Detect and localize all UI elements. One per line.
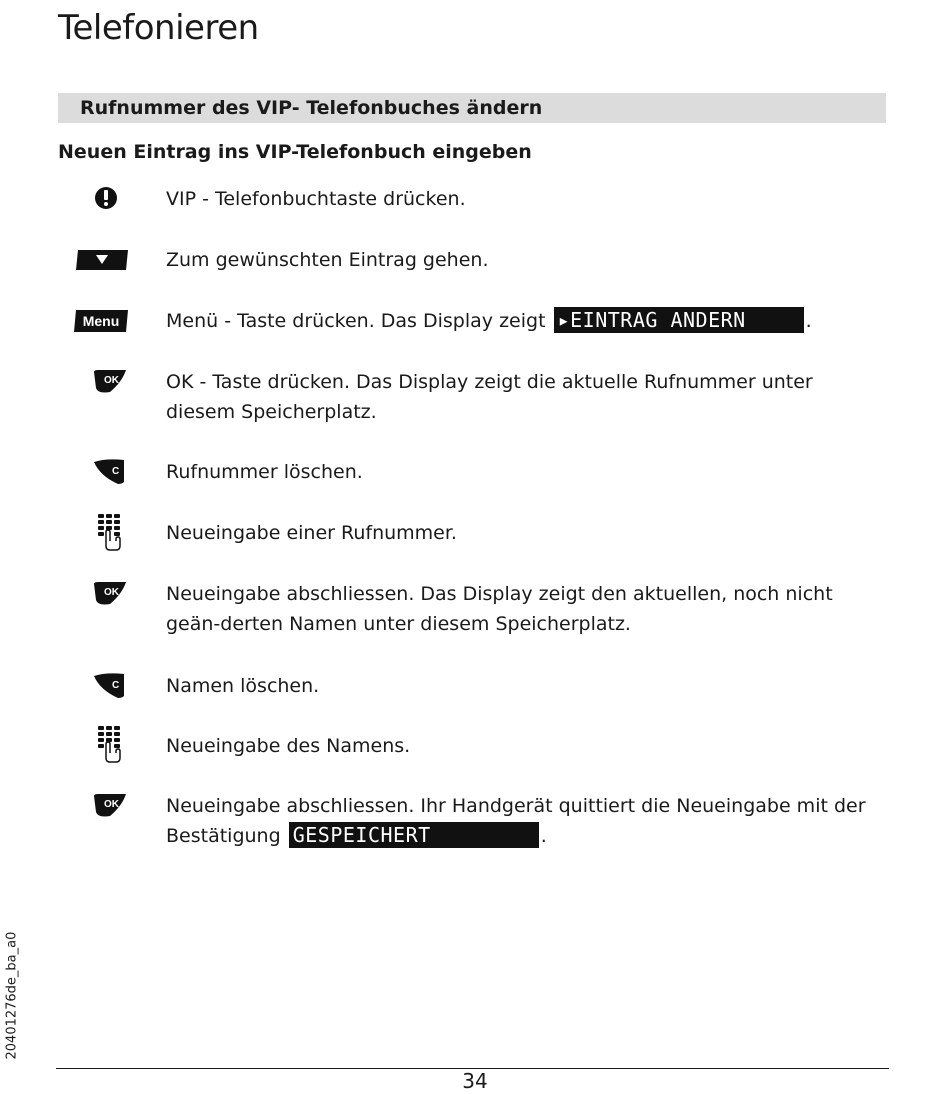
step-10-text: Neueingabe abschliessen. Ihr Handgerät quittiert die Neueingabe mit der Bestätigung bbox=[166, 795, 866, 847]
document-code: 20401276de_ba_a0 bbox=[4, 931, 20, 1060]
step-10-period: . bbox=[540, 825, 547, 847]
step-3 bbox=[166, 306, 871, 336]
ok-key-icon bbox=[92, 792, 128, 820]
svg-text:OK: OK bbox=[104, 587, 119, 598]
step-3-text: Menü - Taste drücken. Das Display zeigt bbox=[166, 310, 546, 332]
svg-text:OK: OK bbox=[104, 799, 119, 810]
step-4: OK - Taste drücken. Das Display zeigt die aktuelle Rufnummer unter diesem Speicherplatz. bbox=[166, 371, 813, 423]
vip-key-icon bbox=[92, 184, 120, 212]
step-5: Rufnummer löschen. bbox=[166, 461, 363, 483]
step-8: Namen löschen. bbox=[166, 675, 320, 697]
section-header bbox=[58, 93, 886, 123]
step-3-period: . bbox=[805, 310, 812, 332]
step-9: Neueingabe des Namens. bbox=[166, 735, 411, 757]
menu-key-icon bbox=[72, 309, 130, 333]
step-10 bbox=[166, 791, 871, 851]
clear-key-icon bbox=[92, 670, 128, 700]
display-eintrag-andern: ▸EINTRAG ANDERN bbox=[554, 307, 804, 333]
subheading: Neuen Eintrag ins VIP-Telefonbuch eingeben bbox=[58, 141, 532, 163]
step-2: Zum gewünschten Eintrag gehen. bbox=[166, 249, 489, 271]
ok-key-icon bbox=[92, 368, 128, 396]
section-title: Rufnummer des VIP- Telefonbuches ändern bbox=[80, 97, 543, 119]
ok-key-icon bbox=[92, 580, 128, 608]
page-number: 34 bbox=[462, 1069, 488, 1093]
step-6: Neueingabe einer Rufnummer. bbox=[166, 522, 457, 544]
keypad-hand-icon bbox=[96, 512, 126, 552]
step-7: Neueingabe abschliessen. Das Display zeigt den aktuellen, noch nicht geän-derten Namen unter diesem Speicherplatz. bbox=[166, 583, 833, 635]
svg-text:Menu: Menu bbox=[82, 313, 120, 329]
down-arrow-key-icon bbox=[74, 249, 130, 271]
keypad-hand-icon bbox=[96, 724, 126, 764]
page-title: Telefonieren bbox=[58, 8, 259, 48]
display-gespeichert: GESPEICHERT bbox=[289, 822, 539, 848]
svg-text:OK: OK bbox=[104, 375, 119, 386]
clear-key-icon bbox=[92, 456, 128, 486]
step-1: VIP - Telefonbuchtaste drücken. bbox=[166, 188, 466, 210]
svg-text:C: C bbox=[112, 680, 120, 691]
svg-text:C: C bbox=[112, 466, 120, 477]
